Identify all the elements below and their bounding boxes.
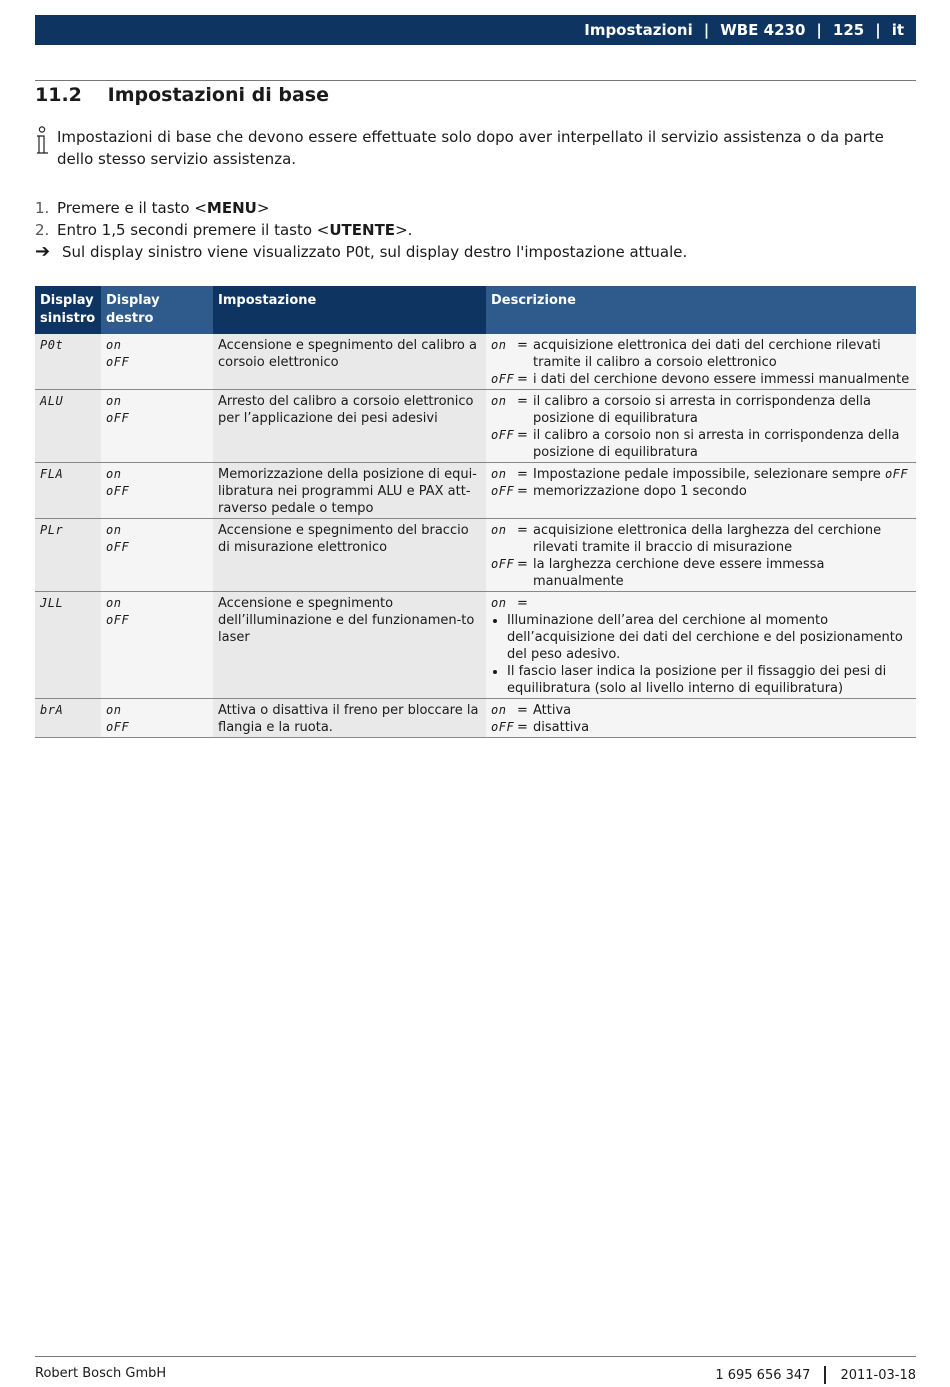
table-row bbox=[35, 390, 916, 463]
header-language: it bbox=[891, 21, 904, 39]
table-row bbox=[35, 699, 916, 738]
desc-key: on bbox=[491, 596, 507, 610]
setting-text: Memorizzazione della posizione di equi-libratura nei programmi ALU e PAX att-raverso pedale o tempo bbox=[213, 463, 486, 519]
page-header-bar bbox=[35, 15, 916, 45]
column-header: Display sinistro bbox=[35, 286, 101, 334]
info-note bbox=[35, 126, 916, 170]
table-row bbox=[35, 519, 916, 592]
desc-key: oFF bbox=[491, 720, 515, 734]
header-section: Impostazioni bbox=[584, 21, 693, 39]
left-display-code: P0t bbox=[40, 338, 64, 352]
step-item bbox=[35, 197, 916, 219]
right-display-off: oFF bbox=[106, 613, 130, 627]
column-header: Display destro bbox=[101, 286, 213, 334]
desc-equals: = bbox=[517, 720, 528, 735]
step-number: 1. bbox=[35, 199, 50, 217]
header-separator: | bbox=[703, 21, 710, 39]
desc-equals: = bbox=[517, 484, 528, 499]
right-display-on: on bbox=[106, 703, 122, 717]
desc-key: on bbox=[491, 394, 507, 408]
table-row bbox=[35, 463, 916, 519]
desc-value: Impostazione pedale impossibile, selezionare sempre bbox=[533, 467, 881, 482]
desc-equals: = bbox=[517, 338, 528, 353]
header-separator: | bbox=[816, 21, 822, 39]
header-separator: | bbox=[875, 21, 881, 39]
desc-equals: = bbox=[517, 523, 528, 538]
desc-key: oFF bbox=[491, 484, 515, 498]
step-number: 2. bbox=[35, 221, 50, 239]
desc-equals: = bbox=[517, 428, 528, 443]
header-model: WBE 4230 bbox=[720, 21, 806, 39]
desc-value: i dati del cerchione devono essere immessi manualmente bbox=[533, 372, 910, 387]
table-row bbox=[35, 334, 916, 390]
right-display-on: on bbox=[106, 394, 122, 408]
left-display-code: JLL bbox=[40, 596, 64, 610]
right-display-off: oFF bbox=[106, 484, 130, 498]
result-text: Sul display sinistro viene visualizzato P0t, sul display destro l'impostazione attuale. bbox=[62, 243, 688, 261]
desc-key: oFF bbox=[491, 557, 515, 571]
key-name: UTENTE bbox=[329, 221, 396, 239]
bottom-divider bbox=[35, 1356, 916, 1357]
desc-equals: = bbox=[517, 557, 528, 572]
description-cell bbox=[486, 592, 916, 699]
right-display-off: oFF bbox=[106, 411, 130, 425]
left-display-code: PLr bbox=[40, 523, 64, 537]
setting-text: Accensione e spegnimento del braccio di misurazione elettronico bbox=[213, 519, 486, 592]
desc-bullet-list bbox=[491, 612, 911, 697]
left-display-code: brA bbox=[40, 703, 64, 717]
desc-equals: = bbox=[517, 703, 528, 718]
step-text: Entro 1,5 secondi premere il tasto < bbox=[57, 221, 330, 239]
desc-value: disattiva bbox=[533, 720, 590, 735]
description-cell bbox=[486, 390, 916, 463]
desc-equals: = bbox=[517, 372, 528, 387]
column-header: Descrizione bbox=[486, 286, 916, 334]
desc-key: on bbox=[491, 703, 507, 717]
footer-document-number: 1 695 656 347 bbox=[715, 1367, 811, 1383]
desc-value: il calibro a corsoio non si arresta in corrispondenza della posizione di equilibratura bbox=[533, 428, 900, 460]
procedure-steps bbox=[35, 197, 916, 263]
desc-key: on bbox=[491, 338, 507, 352]
desc-value-wrap bbox=[533, 466, 911, 483]
description-cell bbox=[486, 519, 916, 592]
footer-right bbox=[715, 1366, 916, 1384]
right-display-on: on bbox=[106, 596, 122, 610]
column-header: Impostazione bbox=[213, 286, 486, 334]
right-display-on: on bbox=[106, 523, 122, 537]
right-display-on: on bbox=[106, 467, 122, 481]
step-text-end: >. bbox=[395, 221, 413, 239]
setting-text: Accensione e spegnimento dell’illuminazione e del funzionamen-to laser bbox=[213, 592, 486, 699]
desc-value: memorizzazione dopo 1 secondo bbox=[533, 484, 747, 499]
step-text-end: > bbox=[256, 199, 270, 217]
desc-value bbox=[533, 595, 911, 612]
top-divider bbox=[35, 80, 916, 81]
desc-key: oFF bbox=[491, 428, 515, 442]
footer-date: 2011-03-18 bbox=[840, 1367, 916, 1383]
right-display-on: on bbox=[106, 338, 122, 352]
header-page-number: 125 bbox=[832, 21, 865, 39]
footer-company: Robert Bosch GmbH bbox=[35, 1366, 167, 1381]
desc-equals: = bbox=[517, 467, 528, 482]
description-cell bbox=[486, 699, 916, 738]
step-item bbox=[35, 219, 916, 241]
desc-value-code: oFF bbox=[884, 467, 909, 481]
description-cell bbox=[486, 334, 916, 390]
table-row bbox=[35, 592, 916, 699]
list-item: • Il fascio laser indica la posizione per il fissaggio dei pesi di equilibratura (solo al livello interno di equilibratura) bbox=[507, 663, 911, 697]
setting-text: Arresto del calibro a corsoio elettronico per l’applicazione dei pesi adesivi bbox=[213, 390, 486, 463]
section-heading bbox=[35, 84, 329, 106]
section-title: Impostazioni di base bbox=[107, 84, 329, 106]
list-item: • Illuminazione dell’area del cerchione al momento dell’acquisizione dei dati del cerchione e del posizionamento del peso adesivo. bbox=[507, 612, 911, 663]
info-note-text: Impostazioni di base che devono essere effettuate solo dopo aver interpellato il servizio assistenza o da parte dello stesso servizio assistenza. bbox=[57, 128, 884, 168]
right-display-off: oFF bbox=[106, 720, 130, 734]
desc-value: Attiva bbox=[533, 703, 572, 718]
key-name: MENU bbox=[206, 199, 257, 217]
desc-equals: = bbox=[517, 394, 528, 409]
step-text: Premere e il tasto < bbox=[57, 199, 207, 217]
desc-value: la larghezza cerchione deve essere immessa manualmente bbox=[533, 557, 825, 589]
table-header-row bbox=[35, 286, 916, 334]
right-display-off: oFF bbox=[106, 540, 130, 554]
desc-equals: = bbox=[517, 596, 528, 611]
left-display-code: FLA bbox=[40, 467, 64, 481]
desc-key: on bbox=[491, 523, 507, 537]
description-cell bbox=[486, 463, 916, 519]
desc-value: acquisizione elettronica dei dati del cerchione rilevati tramite il calibro a corsoio elettronico bbox=[533, 338, 881, 370]
section-number: 11.2 bbox=[35, 84, 82, 106]
desc-key: on bbox=[491, 467, 507, 481]
footer-divider bbox=[824, 1366, 826, 1384]
left-display-code: ALU bbox=[40, 394, 64, 408]
setting-text: Accensione e spegnimento del calibro a corsoio elettronico bbox=[213, 334, 486, 390]
desc-key: oFF bbox=[491, 372, 515, 386]
desc-value: acquisizione elettronica della larghezza del cerchione rilevati tramite il braccio di misurazione bbox=[533, 523, 882, 555]
right-display-off: oFF bbox=[106, 355, 130, 369]
settings-table bbox=[35, 286, 916, 738]
desc-value: il calibro a corsoio si arresta in corrispondenza della posizione di equilibratura bbox=[533, 394, 871, 426]
arrow-right-icon: ➔ bbox=[35, 241, 51, 262]
setting-text: Attiva o disattiva il freno per bloccare la flangia e la ruota. bbox=[213, 699, 486, 738]
result-item bbox=[35, 241, 916, 263]
info-icon bbox=[35, 126, 51, 156]
